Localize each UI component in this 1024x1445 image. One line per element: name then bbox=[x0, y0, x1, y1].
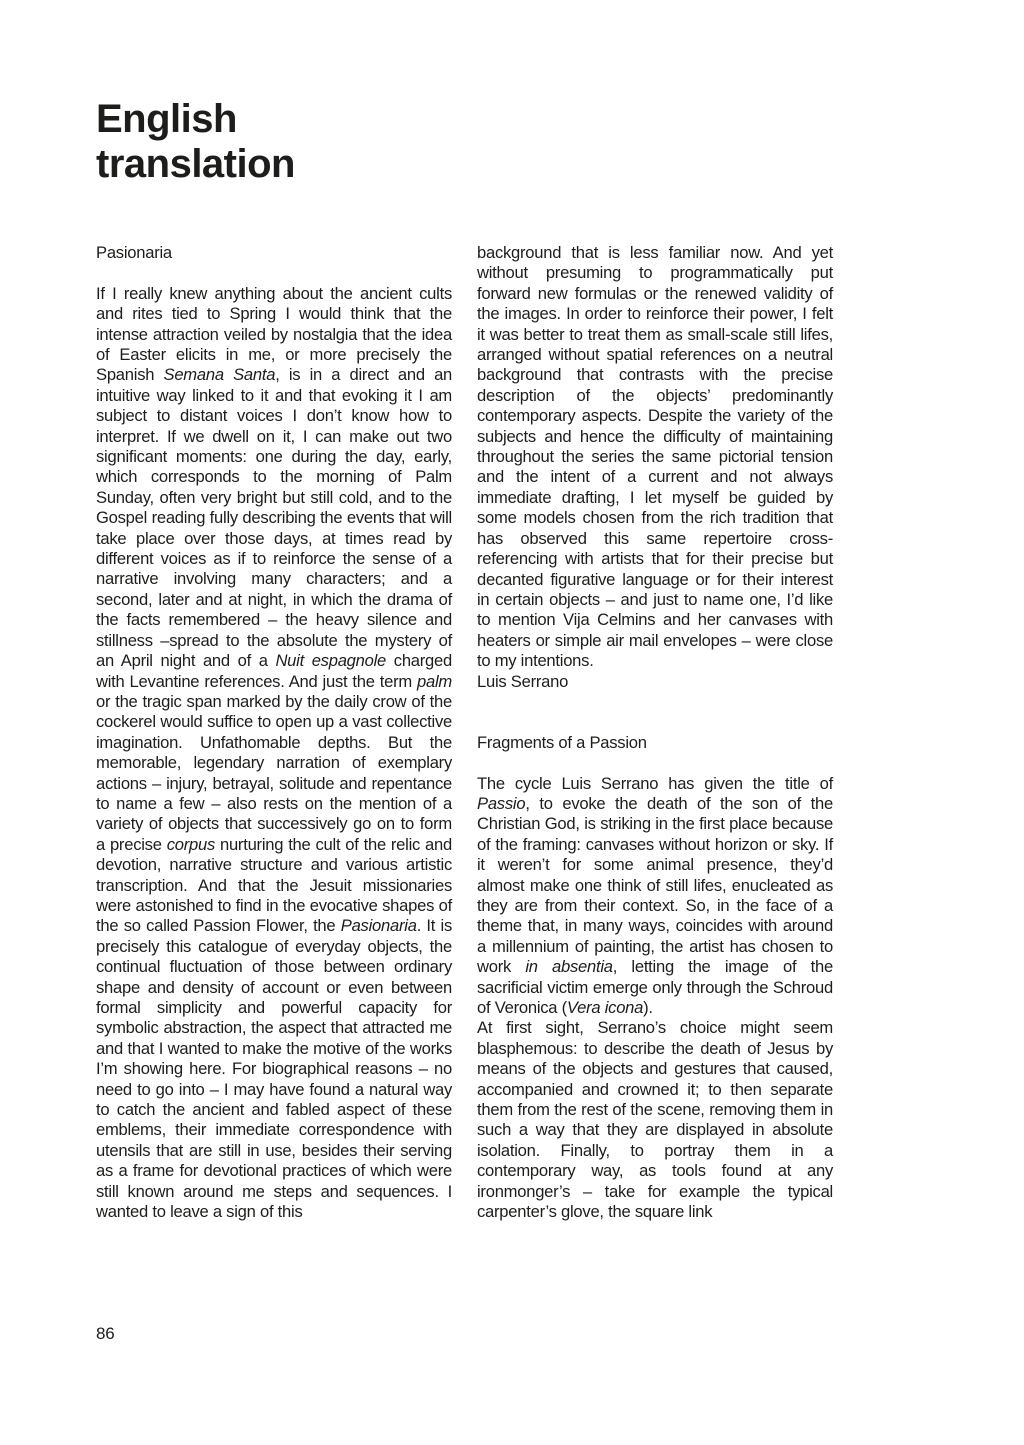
page-title-line-2: translation bbox=[96, 142, 295, 186]
text-columns bbox=[96, 243, 834, 1222]
page-title-line-1: English bbox=[96, 97, 237, 141]
section-heading-pasionaria: Pasionaria bbox=[96, 243, 172, 262]
pasionaria-paragraph-continuation: background that is less familiar now. And yet without presuming to programmatically put forward new formulas or the renewed validity of the images. In order to reinforce their power, I felt it was better to treat them as small-scale still lifes, arranged without spatial references on a neutral background that contrasts with the precise description of the objects’ predominantly contemporary aspects. Despite the variety of the subjects and hence the difficulty of maintaining throughout the series the same pictorial tension and the intent of a current and not always immediate drafting, I let myself be guided by some models chosen from the rich tradition that has observed this same repertoire cross-referencing with artists that for their precise but decanted figurative language or for their interest in certain objects – and just to name one, I’d like to mention Vija Celmins and her canvases with heaters or simple air mail envelopes – were close to my intentions. bbox=[477, 243, 833, 671]
page-number: 86 bbox=[96, 1324, 115, 1343]
fragments-paragraph-1: The cycle Luis Serrano has given the title of Passio, to evoke the death of the son of the Christian God, is striking in the first place because of the framing: canvases without horizon or sky. If it weren’t for some animal presence, they’d almost make one think of still lifes, enucleated as they are from their context. So, in the face of a theme that, in many ways, coincides with around a millennium of painting, the artist has chosen to work in absentia, letting the image of the sacrificial victim emerge only through the Schroud of Veronica (Vera icona). bbox=[477, 773, 833, 1017]
fragments-paragraph-2: At first sight, Serrano’s choice might seem blasphemous: to describe the death of Jesus by means of the objects and gestures that caused, accompanied and crowned it; to then separate them from the rest of the scene, removing them in such a way that they are displayed in absolute isolation. Finally, to portray them in a contemporary way, as tools found at any ironmonger’s – take for example the typical carpenter’s glove, the square link bbox=[477, 1018, 833, 1222]
author-signature: Luis Serrano bbox=[477, 671, 569, 691]
left-column bbox=[96, 243, 452, 1222]
page-title bbox=[96, 97, 295, 187]
right-column bbox=[477, 243, 833, 1222]
section-heading-fragments: Fragments of a Passion bbox=[477, 732, 647, 752]
pasionaria-paragraph: If I really knew anything about the ancient cults and rites tied to Spring I would think that the intense attraction veiled by nostalgia that the idea of Easter elicits in me, or more precisely the Spanish Semana Santa, is in a direct and an intuitive way linked to it and that evoking it I am subject to distant voices I don’t know how to interpret. If we dwell on it, I can make out two significant moments: one during the day, early, which corresponds to the morning of Palm Sunday, often very bright but still cold, and to the Gospel reading fully describing the events that will take place over those days, at times read by different voices as if to reinforce the sense of a narrative involving many characters; and a second, later and at night, in which the drama of the facts remembered – the heavy silence and stillness –spread to the absolute the mystery of an April night and of a Nuit espagnole charged with Levantine references. And just the term palm or the tragic span marked by the daily crow of the cockerel would suffice to open up a vast collective imagination. Unfathomable depths. But the memorable, legendary narration of exemplary actions – injury, betrayal, solitude and repentance to name a few – also rests on the mention of a variety of objects that successively go on to form a precise corpus nurturing the cult of the relic and devotion, narrative structure and various artistic transcription. And that the Jesuit missionaries were astonished to find in the evocative shapes of the so called Passion Flower, the Pasionaria. It is precisely this catalogue of everyday objects, the continual fluctuation of those between ordinary shape and density of account or even between formal simplicity and powerful capacity for symbolic abstraction, the aspect that attracted me and that I wanted to make the motive of the works I’m showing here. For biographical reasons – no need to go into – I may have found a natural way to catch the ancient and fabled aspect of these emblems, their immediate correspondence with utensils that are still in use, besides their serving as a frame for devotional practices of which were still known around me steps and sequences. I wanted to leave a sign of this bbox=[96, 283, 453, 1222]
